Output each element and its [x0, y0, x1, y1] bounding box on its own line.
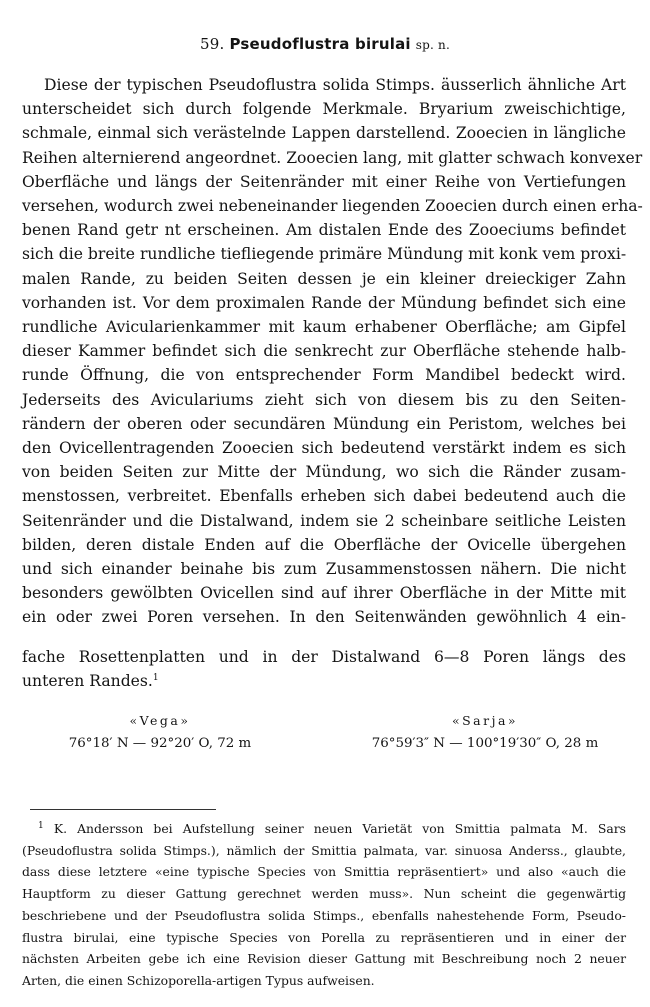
text-line: versehen, wodurch zwei nebeneinander liegenden Zooecien durch einen erha- [22, 197, 643, 216]
footnote [22, 818, 626, 992]
footnote-line: beschriebene und der Pseudoflustra solida Stimps., ebenfalls nahestehende Form, Pseudo- [22, 907, 626, 923]
species-title: Pseudoflustra birulai [229, 35, 411, 53]
text-line: Jederseits des Aviculariums zieht sich von diesem bis zu den Seiten- [22, 390, 626, 409]
station-name: «Vega» [129, 713, 191, 728]
station-coordinates: 76°59′3″ N — 100°19′30″ O, 28 m [371, 736, 599, 751]
station-sarja [345, 710, 625, 756]
footnote-line: nächsten Arbeiten gebe ich eine Revision dieser Gattung mit Beschreibung noch 2 neuer [22, 951, 626, 967]
text-line: benen Rand getr nt erscheinen. Am distalen Ende des Zooeciums befindet [22, 221, 626, 240]
station-name: «Sarja» [451, 713, 519, 728]
text-line: Oberfläche und längs der Seitenränder mit einer Reihe von Vertiefungen [22, 172, 626, 191]
species-suffix: sp. n. [415, 38, 450, 52]
footnote-reference: 1 [152, 673, 159, 684]
text-line: unterscheidet sich durch folgende Merkmale. Bryarium zweischichtige, [22, 100, 626, 119]
text-line: Reihen alternierend angeordnet. Zooecien lang, mit glatter schwach konvexer [22, 148, 643, 167]
text-line: vorhanden ist. Vor dem proximalen Rande der Mündung befindet sich eine [22, 293, 626, 312]
text-line: fache Rosettenplatten und in der Distalwand 6—8 Poren längs des [22, 648, 626, 666]
text-line: malen Rande, zu beiden Seiten dessen je ein kleiner dreieckiger Zahn [22, 269, 626, 288]
text-line: sich die breite rundliche tiefliegende primäre Mündung mit konk vem proxi- [22, 245, 627, 264]
text-line-content: unteren Randes. [22, 672, 153, 691]
text-line: den Ovicellentragenden Zooecien sich bedeutend verstärkt indem es sich [22, 439, 626, 458]
station-coordinates: 76°18′ N — 92°20′ O, 72 m [68, 736, 252, 751]
text-line: rundliche Avicularienkammer mit kaum erhabener Oberfläche; am Gipfel [22, 318, 626, 337]
footnote-line: (Pseudoflustra solida Stimps.), nämlich der Smittia palmata, var. sinuosa Anderss., glaubte, [22, 842, 626, 858]
text-line: ein oder zwei Poren versehen. In den Seitenwänden gewöhnlich 4 ein- [22, 608, 626, 627]
footnote-line: Arten, die einen Schizoporella-artigen Typus aufweisen. [22, 972, 375, 988]
text-line: runde Öffnung, die von entsprechender Form Mandibel bedeckt wird. [22, 366, 626, 385]
station-vega [30, 710, 290, 756]
text-line: schmale, einmal sich verästelnde Lappen darstellend. Zooecien in längliche [22, 124, 626, 143]
footnote-line: dass diese letztere «eine typische Species von Smittia repräsentiert» und also «auch die [22, 864, 626, 880]
text-line: bilden, deren distale Enden auf die Oberfläche der Ovicelle übergehen [22, 535, 626, 554]
footnote-divider [30, 809, 216, 810]
text-line: und sich einander beinahe bis zum Zusammenstossen nähern. Die nicht [22, 560, 626, 579]
text-line: von beiden Seiten zur Mitte der Mündung, wo sich die Ränder zusam- [22, 463, 626, 482]
text-line: besonders gewölbten Ovicellen sind auf ihrer Oberfläche in der Mitte mit [22, 584, 626, 603]
footnote-line: flustra birulai, eine typische Species von Porella zu repräsentieren und in einer der [22, 929, 626, 945]
text-line: menstossen, verbreitet. Ebenfalls erheben sich dabei bedeutend auch die [22, 487, 626, 506]
species-description [22, 73, 643, 630]
section-number: 59. [200, 35, 225, 53]
description-continuation [22, 645, 626, 693]
text-line: rändern der oberen oder secundären Mündung ein Peristom, welches bei [22, 414, 626, 433]
section-heading [0, 35, 650, 53]
footnote-line [22, 818, 626, 840]
text-line: dieser Kammer befindet sich die senkrecht zur Oberfläche stehende halb- [22, 342, 626, 361]
text-line: Diese der typischen Pseudoflustra solida Stimps. äusserlich ähnliche Art [44, 76, 626, 94]
footnote-line: Hauptform zu dieser Gattung gerechnet werden muss». Nun scheint die gegenwärtig [22, 886, 626, 902]
text-line: Seitenränder und die Distalwand, indem sie 2 scheinbare seitliche Leisten [22, 511, 626, 530]
footnote-mark: 1 [38, 820, 44, 831]
footnote-text: K. Andersson bei Aufstellung seiner neuen Varietät von Smittia palmata M. Sars [53, 821, 626, 836]
text-line [22, 669, 626, 693]
